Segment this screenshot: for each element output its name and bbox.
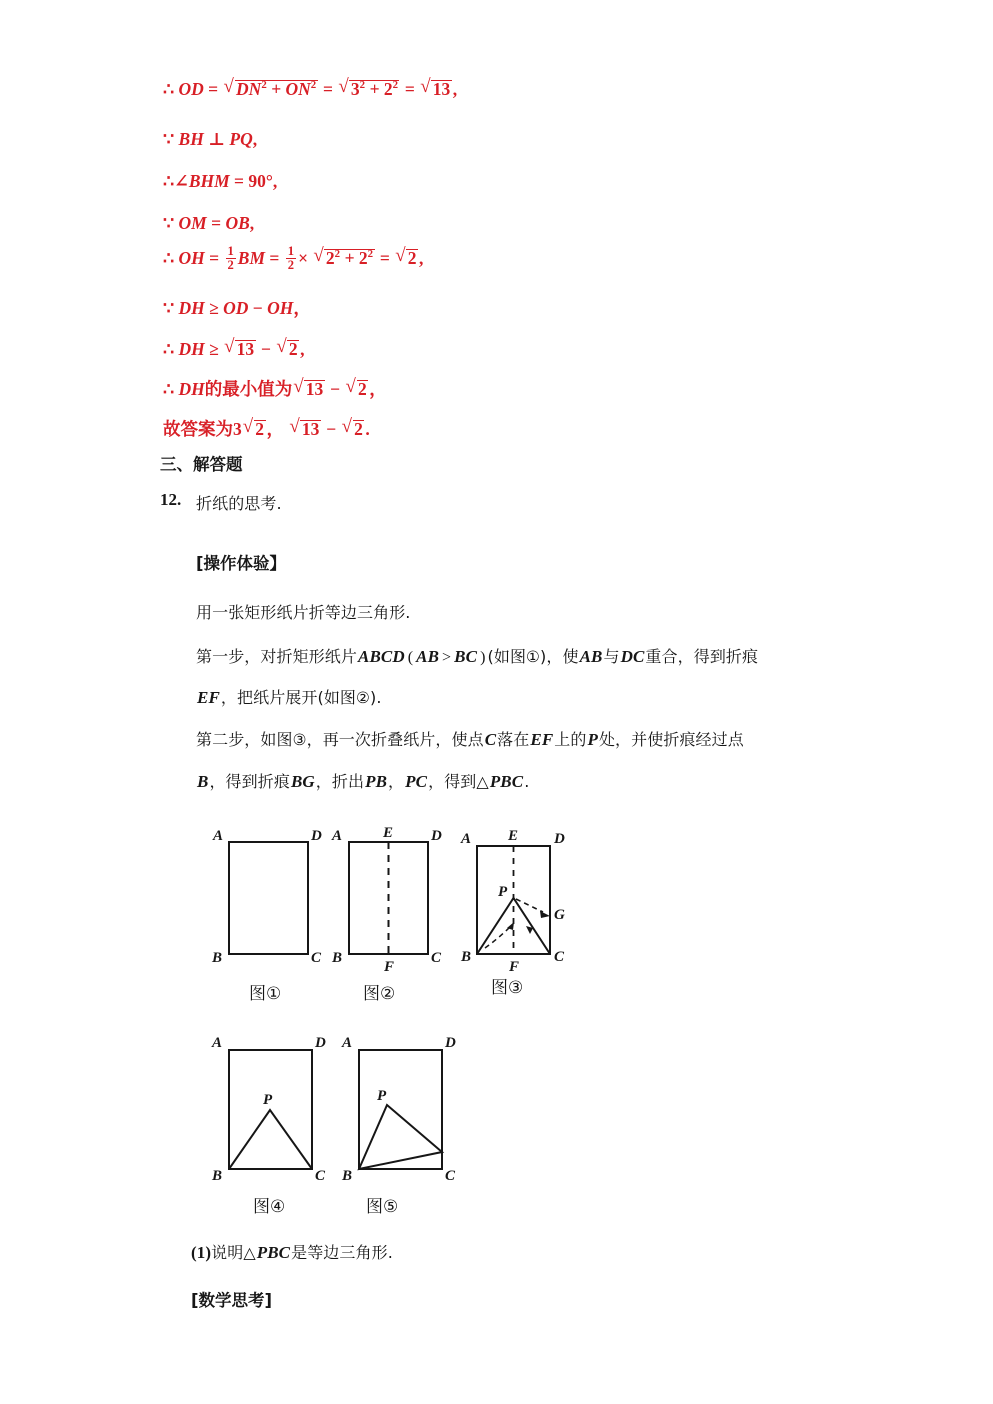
figure-3 <box>455 826 585 975</box>
equals-sign-6: = <box>209 247 220 268</box>
step2-dedao2: ，得到△ <box>428 772 489 791</box>
fig1-label-a: A <box>213 828 224 844</box>
figure-5-caption: 图⑤ <box>366 1197 399 1217</box>
fig4-triangle-pbc <box>229 1110 312 1169</box>
equals-sign-4: = <box>234 171 245 191</box>
num-90: 90 <box>248 171 266 191</box>
fig2-label-d: D <box>431 828 442 844</box>
num-2i: 2 <box>354 419 363 439</box>
fig3-label-d: D <box>554 831 565 847</box>
sqrt-13 <box>420 80 452 99</box>
because-symbol-2: ∵ <box>163 213 175 233</box>
comma-cn-2: ， <box>369 380 387 400</box>
num-3b: 3 <box>233 419 242 439</box>
sqrt-dn2-on2: √ $DN^2 + ON^2$ <box>224 80 318 99</box>
question-1-prefix: (1) <box>191 1243 212 1262</box>
term-dh: DH <box>178 298 205 318</box>
minus-symbol-3: − <box>330 379 341 399</box>
sqrt-2-b <box>276 340 299 359</box>
seg-ef: EF <box>530 730 554 749</box>
fig5-rectangle <box>359 1050 442 1169</box>
section-heading: 三、解答题 <box>160 455 243 474</box>
num-2e: 2 <box>407 247 417 268</box>
term-oh-2: OH <box>267 298 294 318</box>
exp-2c: 2 <box>359 79 366 92</box>
minus-symbol: − <box>252 298 263 318</box>
times-symbol: × <box>298 247 309 268</box>
equals-sign: = <box>208 79 219 99</box>
figure-1 <box>205 826 325 966</box>
gt-sign: > <box>442 649 452 666</box>
fig5-label-b: B <box>342 1168 353 1184</box>
because-symbol: ∵ <box>163 129 175 149</box>
tag-thinking: [数学思考] <box>191 1291 273 1310</box>
fig3-label-e: E <box>508 828 519 844</box>
figure-2-caption: 图② <box>363 984 396 1004</box>
num-2f: 2 <box>288 339 298 359</box>
minus-symbol-4: − <box>326 419 337 439</box>
step1-line2 <box>196 685 382 708</box>
fig3-label-c: C <box>554 949 565 965</box>
circled-2: ② <box>356 689 371 707</box>
fig5-label-c: C <box>445 1168 456 1184</box>
fig3-label-a: A <box>461 831 472 847</box>
step2-dedao: ，得到折痕 <box>209 772 290 791</box>
step2-pre: 第二步，如图 <box>196 730 293 749</box>
num-13b: 13 <box>236 339 255 359</box>
num-2d: 2 <box>358 247 368 268</box>
sqrt-13-d <box>289 420 321 439</box>
fig2-label-a: A <box>332 828 343 844</box>
solution-line-dh-ineq2 <box>163 340 304 359</box>
comma-6: , <box>300 339 305 359</box>
sqrt-2-2: √ $2^2 + 2^2$ <box>313 249 374 268</box>
question-number: 12. <box>160 490 182 509</box>
step1-yu: 与 <box>603 647 620 666</box>
solution-line-dh-ineq1 <box>163 300 311 319</box>
term-bh: BH <box>178 129 204 149</box>
fig2-label-c: C <box>431 950 442 966</box>
exp-2f: 2 <box>367 248 373 261</box>
comma: , <box>452 79 458 99</box>
term-oh: OH <box>178 247 205 268</box>
fig5-triangle-pbc <box>359 1105 442 1169</box>
figure-4-caption: 图④ <box>253 1197 286 1217</box>
solution-line-dh-min <box>163 380 387 400</box>
step1-line1 <box>196 644 758 667</box>
step2-line1 <box>196 727 744 750</box>
therefore-symbol-5: ∴ <box>163 379 175 399</box>
fig4-label-a: A <box>212 1035 223 1051</box>
comma-4: , <box>249 213 255 233</box>
question-title: 折纸的思考. <box>196 494 282 513</box>
seg-pb: PB <box>365 772 388 791</box>
num-13: 13 <box>432 79 451 99</box>
point-p: P <box>587 730 598 749</box>
step2-shangde: 上的 <box>554 730 587 749</box>
figure-2 <box>325 825 445 975</box>
angle-symbol: ∠ <box>174 171 189 191</box>
seg-bc: BC <box>454 647 478 666</box>
exp-2d: 2 <box>392 79 398 92</box>
comma-cn: ， <box>293 299 311 319</box>
denominator-2b: 2 <box>287 258 295 273</box>
comma-cn-3: ， <box>266 420 284 440</box>
question-1-post: 是等边三角形. <box>291 1243 393 1262</box>
sqrt-13-b <box>224 340 256 359</box>
fig1-label-c: C <box>311 950 322 966</box>
denominator-2: 2 <box>227 258 234 273</box>
sqrt-13-c <box>293 380 325 399</box>
term-od-2: OD <box>223 298 249 318</box>
step1-tail: ). <box>370 688 382 707</box>
rect-abcd: ABCD <box>358 647 405 666</box>
num-2c: 2 <box>325 247 335 268</box>
fig5-label-p: P <box>377 1088 387 1104</box>
equals-sign-3: = <box>404 79 415 99</box>
therefore-symbol-2: ∴ <box>163 171 175 191</box>
step1-pre: 第一步，对折矩形纸片 <box>196 647 358 666</box>
term-dh-3: DH <box>178 379 205 399</box>
num-2h: 2 <box>255 419 264 439</box>
fig4-label-c: C <box>315 1168 326 1184</box>
equals-sign-8: = <box>379 247 390 268</box>
term-dh-2: DH <box>178 339 205 359</box>
fig2-label-e: E <box>383 825 394 841</box>
step2-chu: 处，并使折痕经过点 <box>598 730 744 749</box>
crease-ef: EF <box>197 688 220 707</box>
therefore-symbol: ∴ <box>163 79 175 99</box>
fig3-fold-arrow-line <box>516 899 543 912</box>
fig4-label-d: D <box>315 1035 326 1051</box>
term-dn: DN <box>236 79 262 99</box>
point-c: C <box>484 730 497 749</box>
period-1: . <box>365 419 370 439</box>
num-3: 3 <box>350 79 360 99</box>
circled-1: ① <box>526 648 541 666</box>
equals-sign-5: = <box>211 213 222 233</box>
solution-line-om <box>163 215 254 233</box>
fig1-label-b: B <box>212 950 223 966</box>
degree-symbol: ° <box>265 171 273 191</box>
perpendicular-symbol: ⊥ <box>208 129 225 149</box>
fig4-label-p: P <box>263 1092 273 1108</box>
comma-3: , <box>272 171 278 191</box>
term-od: OD <box>178 79 204 99</box>
ge-symbol: ≥ <box>209 298 219 318</box>
question-1-tri: PBC <box>256 1243 291 1262</box>
sqrt-2-c <box>346 380 369 399</box>
fig4-label-b: B <box>212 1168 223 1184</box>
step1-chonghe: 重合，得到折痕 <box>645 647 759 666</box>
numerator-1b: 1 <box>287 244 295 258</box>
fig5-label-a: A <box>342 1035 353 1051</box>
figure-1-caption: 图① <box>249 984 282 1004</box>
solution-line-od <box>163 80 457 99</box>
term-pq: PQ <box>229 129 253 149</box>
step1-rest: ，把纸片展开(如图 <box>220 688 357 707</box>
solution-line-answer <box>163 420 370 440</box>
step2-mid: ，再一次折叠纸片，使点 <box>306 730 484 749</box>
step1-rujian: (如图 <box>487 647 527 666</box>
step2-tail: . <box>524 772 530 791</box>
fraction-one-half <box>226 245 236 272</box>
figure-3-caption: 图③ <box>491 978 524 998</box>
paren-open: ( <box>407 649 414 666</box>
minus-symbol-2: − <box>261 339 271 359</box>
equals-sign-7: = <box>269 247 280 268</box>
seg-ab: AB <box>416 647 440 666</box>
intro-line: 用一张矩形纸片折等边三角形. <box>196 603 411 622</box>
therefore-symbol-4: ∴ <box>163 339 175 359</box>
step2-zhechu: ，折出 <box>315 772 365 791</box>
fig3-label-f: F <box>509 959 520 975</box>
comma-2: , <box>252 129 258 149</box>
fig1-label-d: D <box>311 828 322 844</box>
fig2-label-b: B <box>332 950 343 966</box>
point-b: B <box>197 772 209 791</box>
comma-5: , <box>418 247 424 268</box>
fig2-label-f: F <box>384 959 395 975</box>
exp-2b: 2 <box>310 79 317 92</box>
fig5-label-d: D <box>445 1035 456 1051</box>
num-2g: 2 <box>358 379 367 399</box>
sqrt-2-d <box>243 420 266 439</box>
fig3-label-g: G <box>554 907 565 923</box>
fig3-fold-arrowhead <box>540 911 550 918</box>
exp-2: 2 <box>261 79 267 92</box>
step1-after: )，使 <box>540 647 579 666</box>
tag-operation: [操作体验】 <box>196 554 287 573</box>
dh-min-text: 的最小值为 <box>204 380 293 400</box>
num-13d: 13 <box>301 419 320 439</box>
term-bm: BM <box>237 247 266 268</box>
solution-line-oh <box>163 245 423 272</box>
figure-5 <box>335 1032 460 1182</box>
term-on: ON <box>285 79 311 99</box>
sqrt-2 <box>395 249 418 268</box>
question-1-pre: 说明△ <box>211 1243 256 1262</box>
because-symbol-3: ∵ <box>163 298 175 318</box>
paren-close: ) <box>480 649 486 666</box>
fraction-one-half-2 <box>286 245 296 272</box>
tri-pbc: PBC <box>489 772 524 791</box>
fig3-label-b: B <box>461 949 472 965</box>
exp-2e: 2 <box>334 248 341 261</box>
seg-ab-2: AB <box>579 647 603 666</box>
step2-line2 <box>196 769 529 792</box>
seg-dc: DC <box>620 647 645 666</box>
solution-line-bh <box>163 131 257 149</box>
step2-c1: ， <box>388 772 405 791</box>
circled-3: ③ <box>292 731 307 749</box>
term-bhm: BHM <box>188 171 230 191</box>
fig3-label-p: P <box>498 884 508 900</box>
solution-line-bhm <box>163 173 277 191</box>
ge-symbol-2: ≥ <box>209 339 219 359</box>
term-om: OM <box>178 213 207 233</box>
fig1-rectangle <box>229 842 308 954</box>
sqrt-3-2: √ $3^2 + 2^2$ <box>338 80 399 99</box>
therefore-symbol-3: ∴ <box>163 247 175 268</box>
question-1-line <box>191 1240 393 1263</box>
num-13c: 13 <box>305 379 324 399</box>
figure-4 <box>205 1032 330 1182</box>
seg-pc: PC <box>405 772 428 791</box>
crease-bg: BG <box>290 772 315 791</box>
numerator-1: 1 <box>227 244 234 258</box>
answer-prefix: 故答案为 <box>163 420 233 440</box>
equals-sign-2: = <box>323 79 334 99</box>
sqrt-2-e <box>342 420 365 439</box>
term-ob: OB <box>225 213 250 233</box>
step2-luozai: 落在 <box>497 730 530 749</box>
num-2: 2 <box>383 79 393 99</box>
